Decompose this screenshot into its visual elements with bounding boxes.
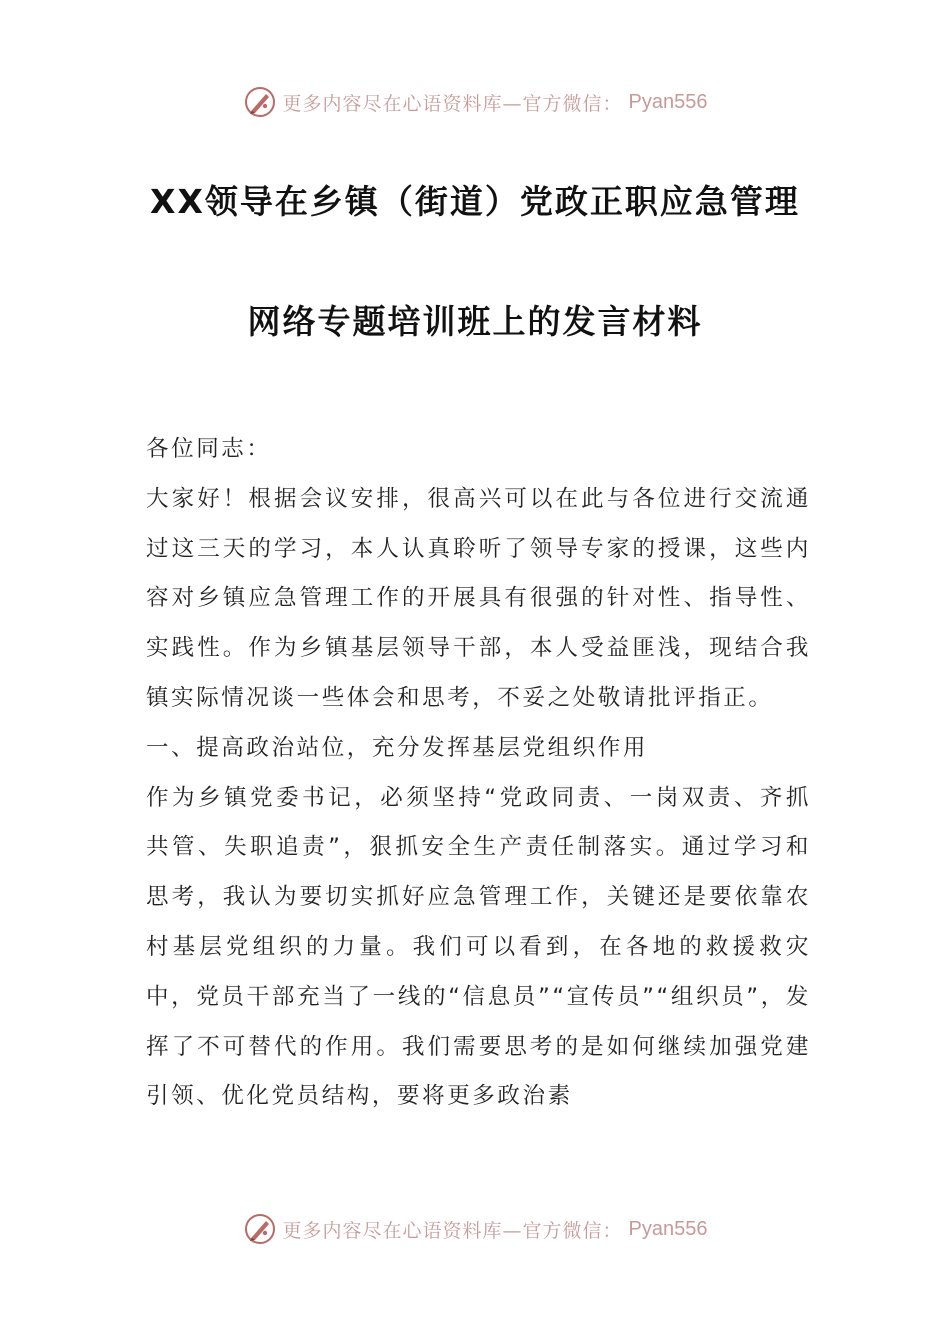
watermark-brand: Pyan556 — [628, 90, 708, 113]
header-watermark — [0, 82, 950, 122]
document-title-line-2: 网络专题培训班上的发言材料 — [247, 302, 703, 341]
paragraph-intro: 大家好！根据会议安排，很高兴可以在此与各位进行交流通过这三天的学习，本人认真聆听了领导专家的授课，这些内容对乡镇应急管理工作的开展具有很强的针对性、指导性、实践性。作为乡镇基层领导干部，本人受益匪浅，现结合我镇实际情况谈一些体会和思考，不妥之处敬请批评指正。 — [146, 485, 811, 711]
footer-watermark — [0, 1209, 950, 1249]
watermark-text: 更多内容尽在心语资料库—官方微信： — [282, 92, 623, 115]
greeting: 各位同志： — [146, 436, 272, 462]
paragraph-section-1: 作为乡镇党委书记，必须坚持“党政同责、一岗双责、齐抓共管、失职追责”，狠抓安全生产责任制落实。通过学习和思考，我认为要切实抓好应急管理工作，关键还是要依靠农村基层党组织的力量。我们可以看到，在各地的救援救灾中，党员干部充当了一线的“信息员”“宣传员”“组织员”，发挥了不可替代的作用。我们需要思考的是如何继续加强党建引领、优化党员结构，要将更多政治素 — [146, 784, 811, 1110]
document-title-line-1: XX领导在乡镇（街道）党政正职应急管理 — [150, 182, 800, 221]
pen-logo-icon — [243, 1212, 277, 1246]
section-heading-1: 一、提高政治站位，充分发挥基层党组织作用 — [146, 734, 649, 761]
watermark-text: 更多内容尽在心语资料库—官方微信： — [282, 1219, 623, 1242]
watermark-brand: Pyan556 — [628, 1217, 708, 1240]
document-body — [146, 425, 811, 1122]
pen-logo-icon — [243, 85, 277, 119]
